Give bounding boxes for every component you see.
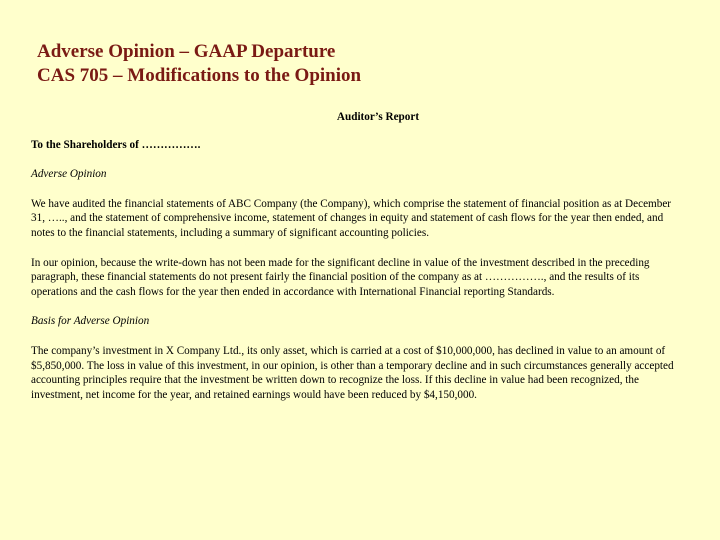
report-addressee: To the Shareholders of ……………. [31,138,201,151]
report-body [31,110,681,417]
title-line-1: Adverse Opinion – GAAP Departure [37,41,336,62]
paragraph-scope: We have audited the financial statements of ABC Company (the Company), which comprise the statement of financial position as at December 31, ….., and the statement of comprehensive income, statement of changes in equity and statement of cash flows for the year then ended, and notes to the financial statements, including a summary of significant accounting policies. [31,197,672,239]
paragraph-opinion: In our opinion, because the write-down has not been made for the significant decline in value of the investment described in the preceding paragraph, these financial statements do not present fairly the financial position of the company as at ……………., and the results of its operations and the cash flows for the year then ended in accordance with International Financial reporting Standards. [31,256,650,298]
report-heading: Auditor’s Report [336,111,420,123]
section-title-basis: Basis for Adverse Opinion [31,315,150,328]
slide-title [37,40,361,88]
paragraph-basis: The company’s investment in X Company Ltd., its only asset, which is carried at a cost of $10,000,000, has declined in value to an amount of $5,850,000. The loss in value of this investment, in our opinion, is other than a temporary decline and in such circumstances generally accepted accounting principles require that the investment be written down to recognize the loss. If this decline in value had been recognized, the investment, net income for the year, and retained earnings would have been reduced by $4,150,000. [31,344,674,401]
section-title-adverse-opinion: Adverse Opinion [31,168,107,181]
title-line-2: CAS 705 – Modifications to the Opinion [37,65,362,86]
